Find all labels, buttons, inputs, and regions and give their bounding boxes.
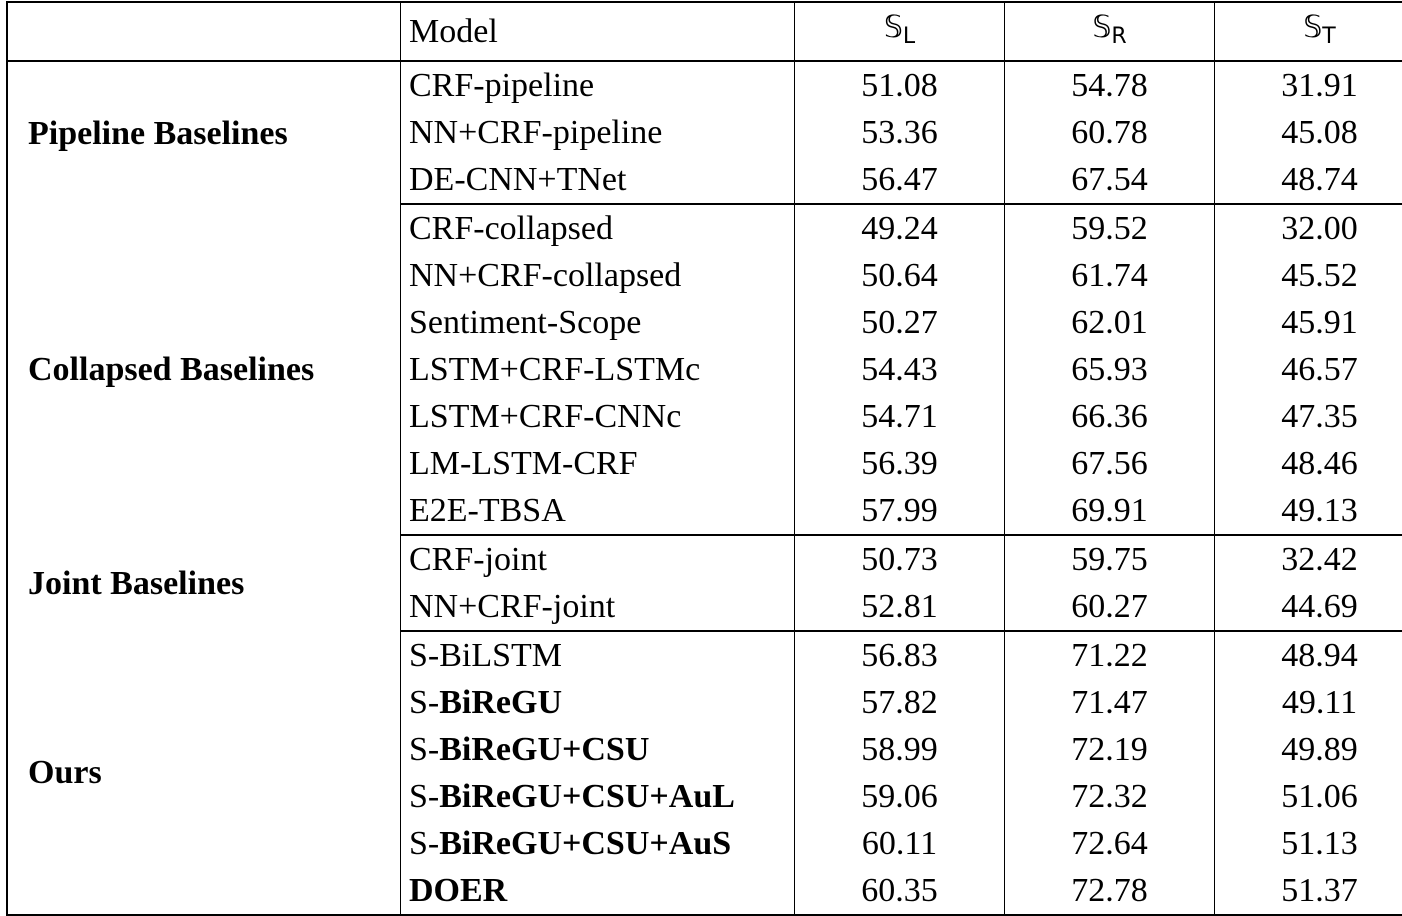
score-t-cell: 48.74 — [1215, 156, 1402, 204]
model-name: CRF-pipeline — [409, 67, 594, 104]
score-l-cell: 56.47 — [795, 156, 1005, 204]
model-name-cell — [401, 393, 795, 440]
score-l-cell: 60.35 — [795, 867, 1005, 915]
model-name: S-BiLSTM — [409, 637, 562, 674]
score-t-cell: 45.52 — [1215, 252, 1402, 299]
model-name: DOER — [409, 872, 507, 909]
model-name-cell — [401, 583, 795, 631]
model-name: NN+CRF-collapsed — [409, 257, 681, 294]
score-l-cell: 60.11 — [795, 820, 1005, 867]
score-t-cell: 48.94 — [1215, 631, 1402, 679]
score-t-cell: 32.42 — [1215, 535, 1402, 583]
model-name-cell — [401, 204, 795, 252]
group-label: Joint Baselines — [7, 535, 401, 631]
score-l-cell: 54.43 — [795, 346, 1005, 393]
header-group-cell — [7, 2, 401, 61]
score-r-cell: 60.27 — [1005, 583, 1215, 631]
score-r-cell: 66.36 — [1005, 393, 1215, 440]
model-name: Sentiment-Scope — [409, 304, 641, 341]
score-r-cell: 72.78 — [1005, 867, 1215, 915]
model-name: BiReGU — [439, 684, 562, 721]
score-l-cell: 58.99 — [795, 726, 1005, 773]
score-r-cell: 60.78 — [1005, 109, 1215, 156]
score-l-cell: 50.27 — [795, 299, 1005, 346]
score-t-cell: 32.00 — [1215, 204, 1402, 252]
model-prefix: S- — [409, 684, 439, 721]
score-t-cell: 47.35 — [1215, 393, 1402, 440]
score-l-cell: 56.39 — [795, 440, 1005, 487]
score-r-cell: 71.22 — [1005, 631, 1215, 679]
model-name-cell — [401, 535, 795, 583]
table-row — [7, 61, 1402, 109]
model-name: LSTM+CRF-CNNc — [409, 398, 681, 435]
model-name: NN+CRF-pipeline — [409, 114, 662, 151]
model-name-cell — [401, 299, 795, 346]
model-name-cell — [401, 440, 795, 487]
model-name: NN+CRF-joint — [409, 588, 615, 625]
group-label: Ours — [7, 631, 401, 915]
score-r-cell: 72.32 — [1005, 773, 1215, 820]
score-r-cell: 65.93 — [1005, 346, 1215, 393]
score-l-cell: 57.82 — [795, 679, 1005, 726]
score-t-cell: 31.91 — [1215, 61, 1402, 109]
model-name-cell — [401, 867, 795, 915]
table-body — [7, 61, 1402, 915]
score-r-cell: 59.52 — [1005, 204, 1215, 252]
model-prefix: S- — [409, 731, 439, 768]
score-t-cell: 51.37 — [1215, 867, 1402, 915]
model-name-cell — [401, 820, 795, 867]
table-row — [7, 204, 1402, 252]
model-name-cell — [401, 487, 795, 535]
group-label: Collapsed Baselines — [7, 204, 401, 535]
score-t-cell: 45.91 — [1215, 299, 1402, 346]
model-prefix: S- — [409, 778, 439, 815]
score-t-cell: 51.06 — [1215, 773, 1402, 820]
model-name-cell — [401, 156, 795, 204]
score-r-cell: 71.47 — [1005, 679, 1215, 726]
score-t-cell: 51.13 — [1215, 820, 1402, 867]
score-r-cell: 54.78 — [1005, 61, 1215, 109]
score-r-cell: 69.91 — [1005, 487, 1215, 535]
score-t-cell: 48.46 — [1215, 440, 1402, 487]
model-name-cell — [401, 631, 795, 679]
model-name: CRF-joint — [409, 541, 547, 578]
score-r-cell: 62.01 — [1005, 299, 1215, 346]
score-t-cell: 49.89 — [1215, 726, 1402, 773]
score-r-cell: 72.19 — [1005, 726, 1215, 773]
model-name-cell — [401, 109, 795, 156]
metric-symbol: 𝕊 — [1303, 10, 1322, 45]
group-label: Pipeline Baselines — [7, 61, 401, 204]
score-r-cell: 72.64 — [1005, 820, 1215, 867]
model-name: BiReGU+CSU+AuS — [439, 825, 731, 862]
score-t-cell: 49.13 — [1215, 487, 1402, 535]
metric-subscript: T — [1322, 24, 1335, 49]
score-l-cell: 50.64 — [795, 252, 1005, 299]
score-t-cell: 44.69 — [1215, 583, 1402, 631]
metric-subscript: R — [1111, 24, 1126, 49]
score-l-cell: 54.71 — [795, 393, 1005, 440]
score-l-cell: 50.73 — [795, 535, 1005, 583]
table-row — [7, 631, 1402, 679]
model-name-cell — [401, 346, 795, 393]
header-metric-l — [795, 2, 1005, 61]
score-l-cell: 49.24 — [795, 204, 1005, 252]
model-name: LSTM+CRF-LSTMc — [409, 351, 700, 388]
header-metric-r — [1005, 2, 1215, 61]
model-name-cell — [401, 61, 795, 109]
model-name-cell — [401, 679, 795, 726]
model-name: E2E-TBSA — [409, 492, 566, 529]
score-l-cell: 52.81 — [795, 583, 1005, 631]
score-r-cell: 67.56 — [1005, 440, 1215, 487]
score-l-cell: 57.99 — [795, 487, 1005, 535]
model-name: LM-LSTM-CRF — [409, 445, 638, 482]
score-l-cell: 51.08 — [795, 61, 1005, 109]
score-t-cell: 45.08 — [1215, 109, 1402, 156]
metric-subscript: L — [903, 24, 915, 49]
model-name-cell — [401, 773, 795, 820]
model-name-cell — [401, 726, 795, 773]
model-name: BiReGU+CSU — [439, 731, 649, 768]
score-r-cell: 59.75 — [1005, 535, 1215, 583]
header-model: Model — [401, 2, 795, 61]
model-name: CRF-collapsed — [409, 210, 613, 247]
score-l-cell: 59.06 — [795, 773, 1005, 820]
model-prefix: S- — [409, 825, 439, 862]
header-row — [7, 2, 1402, 61]
table-row — [7, 535, 1402, 583]
score-l-cell: 56.83 — [795, 631, 1005, 679]
score-r-cell: 61.74 — [1005, 252, 1215, 299]
metric-symbol: 𝕊 — [884, 10, 903, 45]
score-r-cell: 67.54 — [1005, 156, 1215, 204]
model-name: BiReGU+CSU+AuL — [439, 778, 735, 815]
score-t-cell: 49.11 — [1215, 679, 1402, 726]
model-name: DE-CNN+TNet — [409, 161, 626, 198]
header-metric-t — [1215, 2, 1402, 61]
metric-symbol: 𝕊 — [1092, 10, 1111, 45]
model-name-cell — [401, 252, 795, 299]
score-l-cell: 53.36 — [795, 109, 1005, 156]
results-table — [6, 1, 1402, 916]
score-t-cell: 46.57 — [1215, 346, 1402, 393]
